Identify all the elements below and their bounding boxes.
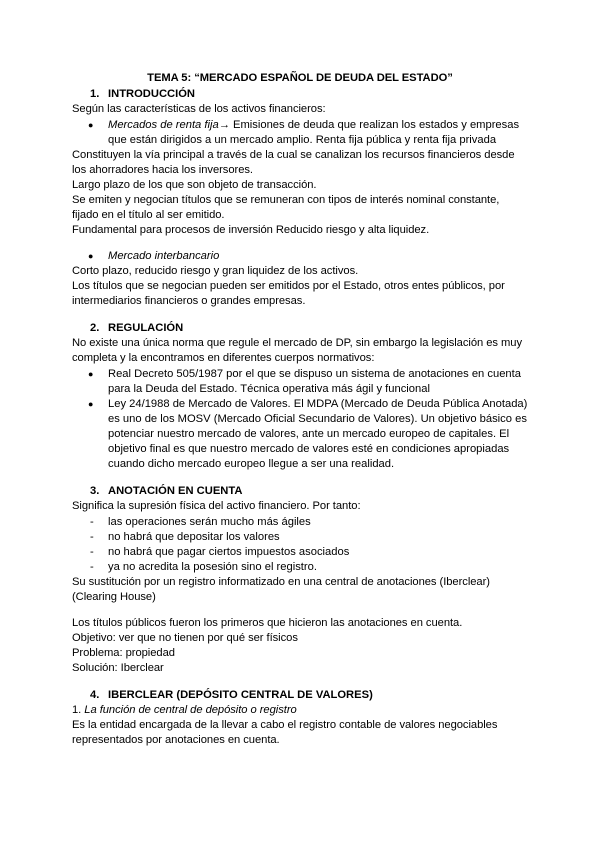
bullet-icon: ● [88, 399, 94, 409]
section-4-heading: IBERCLEAR (DEPÓSITO CENTRAL DE VALORES) [108, 689, 373, 701]
dash-icon: - [90, 546, 94, 558]
s3-paragraph: Objetivo: ver que no tienen por qué ser físicos [72, 632, 298, 644]
section-3-heading: ANOTACIÓN EN CUENTA [108, 485, 243, 497]
s2-bullet-2: Ley 24/1988 de Mercado de Valores. El MDPA (Mercado de Deuda Pública Anotada) [108, 398, 528, 410]
s2-bullet-2-cont: es uno de los MOSV (Mercado Oficial Secundario de Valores). Un objetivo básico es [108, 413, 527, 425]
s1-bullet-1 [108, 117, 519, 133]
s1-paragraph: Corto plazo, reducido riesgo y gran liquidez de los activos. [72, 265, 359, 277]
section-2-number: 2. [90, 322, 100, 334]
s1-bullet-2-label: Mercado interbancario [108, 250, 220, 262]
bullet-icon: ● [88, 251, 94, 261]
s1-paragraph: intermediarios financieros o grandes empresas. [72, 295, 306, 307]
s2-paragraph: No existe una única norma que regule el mercado de DP, sin embargo la legislación es muy [72, 337, 522, 349]
s1-paragraph: Los títulos que se negocian pueden ser emitidos por el Estado, otros entes públicos, por [72, 280, 505, 292]
s4-sub-label: La función de central de depósito o registro [84, 704, 297, 716]
s3-dash-item: ya no acredita la posesión sino el registro. [108, 561, 317, 573]
s1-paragraph: Fundamental para procesos de inversión Reducido riesgo y alta liquidez. [72, 224, 430, 236]
s1-paragraph: Se emiten y negocian títulos que se remuneran con tipos de interés nominal constante, [72, 194, 500, 206]
s4-paragraph: representados por anotaciones en cuenta. [72, 734, 280, 746]
section-1-number: 1. [90, 88, 100, 100]
s3-dash-item: no habrá que depositar los valores [108, 531, 280, 543]
s3-paragraph: (Clearing House) [72, 591, 156, 603]
s3-dash-item: las operaciones serán mucho más ágiles [108, 516, 311, 528]
s3-dash-item: no habrá que pagar ciertos impuestos asociados [108, 546, 350, 558]
s2-bullet-2-cont: cuando dicho mercado europeo llegue a ser una realidad. [108, 458, 395, 470]
s1-paragraph: los ahorradores hacia los inversores. [72, 164, 253, 176]
s4-subheading [72, 702, 297, 718]
s1-paragraph: Largo plazo de los que son objeto de transacción. [72, 179, 317, 191]
s4-paragraph: Es la entidad encargada de la llevar a cabo el registro contable de valores negociables [72, 719, 498, 731]
bullet-icon: ● [88, 120, 94, 130]
dash-icon: - [90, 516, 94, 528]
arrow-icon: → [218, 119, 230, 131]
s4-sub-number: 1. [72, 704, 82, 716]
s1-paragraph: fijado en el título al ser emitido. [72, 209, 225, 221]
s3-paragraph: Su sustitución por un registro informatizado en una central de anotaciones (Iberclear) [72, 576, 490, 588]
document-title: TEMA 5: “MERCADO ESPAÑOL DE DEUDA DEL ESTADO” [147, 72, 453, 84]
dash-icon: - [90, 531, 94, 543]
s2-bullet-1-cont: para la Deuda del Estado. Técnica operativa más ágil y funcional [108, 383, 430, 395]
bullet-icon: ● [88, 369, 94, 379]
dash-icon: - [90, 561, 94, 573]
s2-bullet-2-cont: objetivo final es que nuestro mercado de valores esté en condiciones apropiadas [108, 443, 510, 455]
s1-paragraph: Constituyen la vía principal a través de la cual se canalizan los recursos financieros desde [72, 149, 515, 161]
section-4-number: 4. [90, 689, 100, 701]
s2-bullet-2-cont: potenciar nuestro mercado de valores, ante un mercado europeo de capitales. El [108, 428, 510, 440]
s3-paragraph: Significa la supresión física del activo financiero. Por tanto: [72, 500, 361, 512]
section-3-number: 3. [90, 485, 100, 497]
s1-bullet-1-text: Emisiones de deuda que realizan los estados y empresas [229, 119, 520, 131]
s2-bullet-1: Real Decreto 505/1987 por el que se dispuso un sistema de anotaciones en cuenta [108, 368, 521, 380]
section-1-heading: INTRODUCCIÓN [108, 88, 196, 100]
section-2-heading: REGULACIÓN [108, 322, 184, 334]
s1-intro: Según las características de los activos financieros: [72, 103, 326, 115]
s3-paragraph: Los títulos públicos fueron los primeros que hicieron las anotaciones en cuenta. [72, 617, 463, 629]
s3-paragraph: Solución: Iberclear [72, 662, 164, 674]
s3-paragraph: Problema: propiedad [72, 647, 175, 659]
s2-paragraph: completa y la encontramos en diferentes cuerpos normativos: [72, 352, 375, 364]
s1-bullet-1-label: Mercados de renta fija [108, 119, 219, 131]
s1-bullet-1-cont: que están dirigidos a un mercado amplio. Renta fija pública y renta fija privada [108, 134, 497, 146]
